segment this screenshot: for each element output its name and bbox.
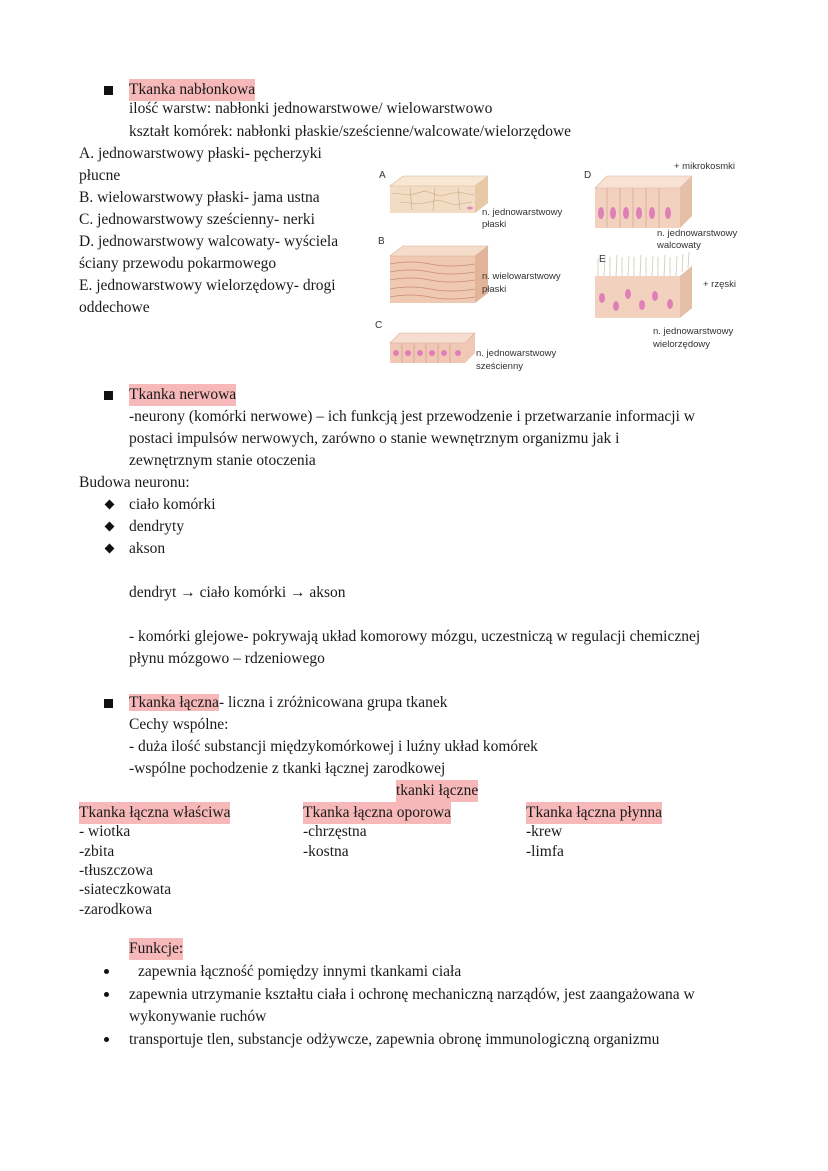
section-heading-nervous: Tkanka nerwowa (129, 384, 236, 406)
function-item: zapewnia utrzymanie kształtu ciała i ochronę mechaniczną narządów, jest zaangażowana w (129, 986, 695, 1003)
connective-column-item: -zarodkowa (79, 901, 153, 918)
neuron-part-item: akson (129, 540, 166, 557)
connective-column-item: -limfa (526, 843, 564, 860)
functions-title: Funkcje: (129, 938, 183, 960)
figure-label-d-line1: n. jednowarstwowy (657, 228, 738, 239)
figure-label-e-extra: + rzęski (703, 279, 736, 290)
connective-column-item: -kostna (303, 843, 349, 860)
bullet-diamond-icon (105, 522, 115, 532)
epithelial-list-item: C. jednowarstwowy sześcienny- nerki (79, 211, 315, 228)
epithelial-list-item: ściany przewodu pokarmowego (79, 255, 277, 272)
figure-label-a-line1: n. jednowarstwowy (482, 207, 563, 218)
nervous-paragraph-line: -neurony (komórki nerwowe) – ich funkcją jest przewodzenie i przetwarzanie informacji w (129, 408, 695, 425)
bullet-diamond-icon (105, 500, 115, 510)
connective-group-title: tkanki łączne (396, 780, 478, 802)
connective-column-item: -krew (526, 823, 563, 840)
section-heading-epithelial: Tkanka nabłonkowa (129, 79, 255, 101)
neuron-part-item: ciało komórki (129, 496, 216, 513)
neuron-structure-title: Budowa neuronu: (79, 474, 190, 491)
bullet-diamond-icon (105, 544, 115, 554)
nervous-paragraph-line: zewnętrznym stanie otoczenia (129, 452, 316, 469)
connective-column-title: Tkanka łączna płynna (526, 802, 662, 824)
figure-label-d-line2: walcowaty (657, 240, 701, 251)
figure-label-c-line1: n. jednowarstwowy (476, 348, 557, 359)
epithelium-d-block (595, 176, 692, 228)
connective-common-line: - duża ilość substancji międzykomórkowej i luźny układ komórek (129, 738, 538, 755)
nervous-paragraph-line: postaci impulsów nerwowych, zarówno o stanie wewnętrznym organizmu jak i (129, 430, 620, 447)
neuron-signal-flow: dendryt → ciało komórki → akson (129, 584, 346, 601)
connective-column-item: - wiotka (79, 823, 131, 840)
connective-column-item: -chrzęstna (303, 823, 367, 840)
epithelium-types-illustration (370, 158, 760, 378)
function-item-continuation: wykonywanie ruchów (129, 1008, 267, 1025)
figure-label-b-line2: płaski (482, 284, 507, 295)
figure-letter-e: E (599, 254, 606, 265)
figure-letter-d: D (584, 170, 592, 181)
glia-line: płynu mózgowo – rdzeniowego (129, 650, 325, 667)
connective-common-title: Cechy wspólne: (129, 716, 229, 733)
figure-letter-a: A (379, 170, 386, 181)
figure-label-c-line2: sześcienny (476, 361, 523, 372)
epithelium-c-block (390, 333, 475, 363)
bullet-square-icon (104, 699, 113, 708)
section-heading-connective: Tkanka łączna (129, 694, 219, 711)
function-item: zapewnia łączność pomiędzy innymi tkankami ciała (138, 963, 462, 980)
figure-label-e-line1: n. jednowarstwowy (653, 326, 734, 337)
epithelial-list-item: D. jednowarstwowy walcowaty- wyściela (79, 233, 339, 250)
connective-column-title: Tkanka łączna właściwa (79, 802, 230, 824)
connective-column-title: Tkanka łączna oporowa (303, 802, 451, 824)
epithelial-list-item: oddechowe (79, 299, 150, 316)
figure-label-b-line1: n. wielowarstwowy (482, 271, 561, 282)
bullet-dot-icon (104, 992, 109, 997)
epithelial-list-item: A. jednowarstwowy płaski- pęcherzyki (79, 145, 322, 162)
epithelial-line-shapes: kształt komórek: nabłonki płaskie/sześcienne/walcowate/wielorzędowe (129, 123, 572, 140)
epithelial-list-item: E. jednowarstwowy wielorzędowy- drogi (79, 277, 336, 294)
epithelial-line-layers: ilość warstw: nabłonki jednowarstwowe/ wielowarstwowo (129, 100, 493, 117)
bullet-square-icon (104, 86, 113, 95)
connective-column-item: -siateczkowata (79, 881, 172, 898)
connective-column-item: -tłuszczowa (79, 862, 154, 879)
bullet-square-icon (104, 391, 113, 400)
epithelium-a-block (390, 176, 488, 213)
figure-letter-c: C (375, 320, 383, 331)
glia-line: - komórki glejowe- pokrywają układ komorowy mózgu, uczestniczą w regulacji chemicznej (129, 628, 701, 645)
figure-label-a-line2: płaski (482, 219, 507, 230)
function-item: transportuje tlen, substancje odżywcze, zapewnia obronę immunologiczną organizmu (129, 1031, 660, 1048)
section-heading-connective-row (129, 692, 447, 714)
bullet-dot-icon (104, 1037, 109, 1042)
figure-letter-b: B (378, 236, 385, 247)
epithelial-list-item: B. wielowarstwowy płaski- jama ustna (79, 189, 320, 206)
connective-heading-description: - liczna i zróżnicowana grupa tkanek (218, 694, 448, 711)
bullet-dot-icon (104, 969, 109, 974)
epithelium-b-block (390, 246, 488, 303)
figure-label-d-extra: + mikrokosmki (674, 161, 735, 172)
connective-common-line: -wspólne pochodzenie z tkanki łącznej zarodkowej (129, 760, 446, 777)
figure-label-e-line2: wielorzędowy (653, 339, 711, 350)
connective-column-item: -zbita (79, 843, 115, 860)
epithelium-e-block (595, 252, 692, 318)
neuron-part-item: dendryty (129, 518, 185, 535)
epithelial-list-item: płucne (79, 167, 121, 184)
